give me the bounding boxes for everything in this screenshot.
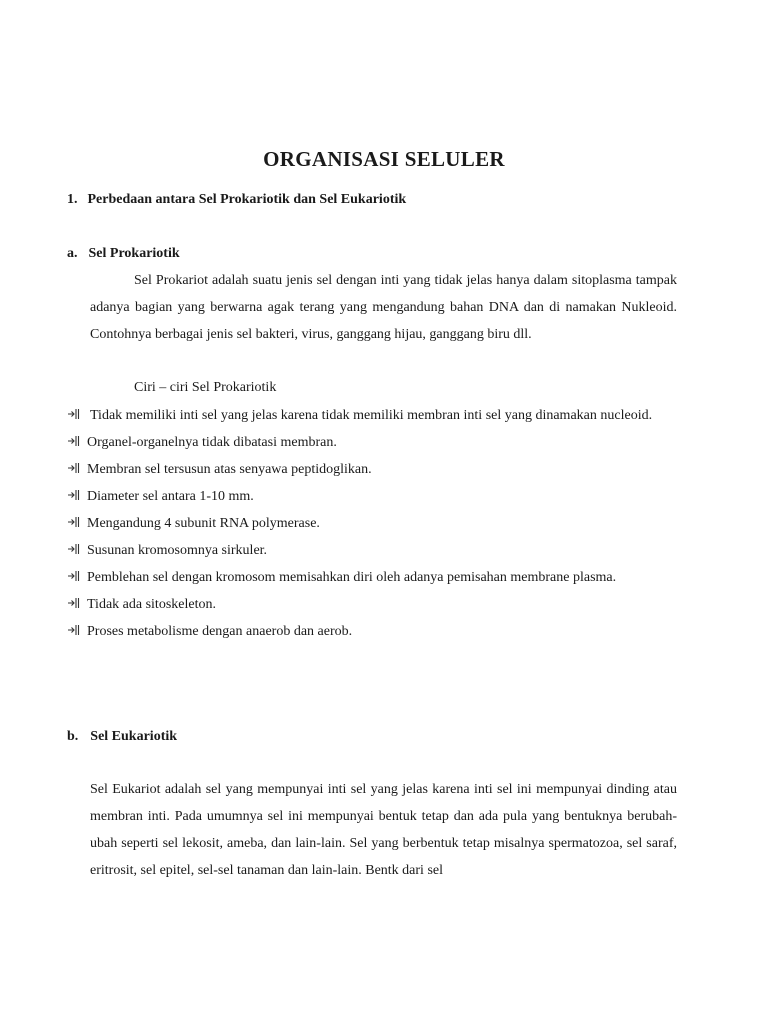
bullet-text: Diameter sel antara 1-10 mm. — [87, 489, 254, 504]
bullet-text: Mengandung 4 subunit RNA polymerase. — [87, 516, 320, 531]
bullet-item — [0, 564, 768, 591]
section-a-letter: a. — [67, 246, 78, 261]
arrow-bullet-icon — [67, 408, 80, 420]
bullet-text: Organel-organelnya tidak dibatasi membran. — [87, 435, 337, 450]
bullet-item — [0, 510, 768, 537]
bullet-text: Tidak memiliki inti sel yang jelas karena tidak memiliki membran inti sel yang dinamakan nucleoid. — [90, 408, 653, 423]
arrow-bullet-icon — [67, 462, 80, 474]
bullet-item — [0, 483, 768, 510]
page-title: ORGANISASI SELULER — [263, 147, 505, 171]
bullet-text: Membran sel tersusun atas senyawa peptidoglikan. — [87, 462, 372, 477]
section-a-title: Sel Prokariotik — [88, 246, 180, 261]
prokariotik-bullet-list — [0, 402, 768, 645]
arrow-bullet-icon — [67, 597, 80, 609]
arrow-bullet-icon — [67, 624, 80, 636]
bullet-text: Susunan kromosomnya sirkuler. — [87, 543, 268, 558]
arrow-bullet-icon — [67, 543, 80, 555]
bullet-item — [0, 456, 768, 483]
section-1-title: Perbedaan antara Sel Prokariotik dan Sel Eukariotik — [87, 192, 407, 207]
bullet-text: Pemblehan sel dengan kromosom memisahkan diri oleh adanya pemisahan membrane plasma. — [87, 570, 617, 585]
arrow-bullet-icon — [67, 435, 80, 447]
section-b-letter: b. — [67, 729, 79, 744]
section-b-heading — [67, 729, 177, 745]
arrow-bullet-icon — [67, 516, 80, 528]
section-1-number: 1. — [67, 192, 78, 207]
bullet-item — [0, 591, 768, 618]
section-1-heading — [67, 192, 406, 208]
arrow-bullet-icon — [67, 489, 80, 501]
section-a-heading — [67, 246, 180, 262]
bullet-item — [0, 402, 768, 429]
section-b-paragraph: Sel Eukariot adalah sel yang mempunyai inti sel yang jelas karena inti sel ini mempunyai dinding atau membran inti. Pada umumnya sel ini mempunyai bentuk tetap dan ada pula yang bentuknya berubah-ubah seperti sel lekosit, ameba, dan lain-lain. Sel yang berbentuk tetap misalnya spermatozoa, sel saraf, eritrosit, sel epitel, sel-sel tanaman dan lain-lain. Bentk dari sel — [90, 782, 677, 878]
arrow-bullet-icon — [67, 570, 80, 582]
section-a-paragraph: Sel Prokariot adalah suatu jenis sel dengan inti yang tidak jelas hanya dalam sitoplasma tampak adanya bagian yang berwarna agak terang yang mengandung bahan DNA dan di namakan Nukleoid. Contohnya berbagai jenis sel bakteri, virus, ganggang hijau, ganggang biru dll. — [90, 273, 677, 342]
bullet-item — [0, 429, 768, 456]
bullet-text: Tidak ada sitoskeleton. — [87, 597, 216, 612]
bullet-item — [0, 618, 768, 645]
bullet-item — [0, 537, 768, 564]
section-b-title: Sel Eukariotik — [90, 729, 178, 744]
ciri-label: Ciri – ciri Sel Prokariotik — [134, 380, 277, 395]
bullet-text: Proses metabolisme dengan anaerob dan aerob. — [87, 624, 353, 639]
